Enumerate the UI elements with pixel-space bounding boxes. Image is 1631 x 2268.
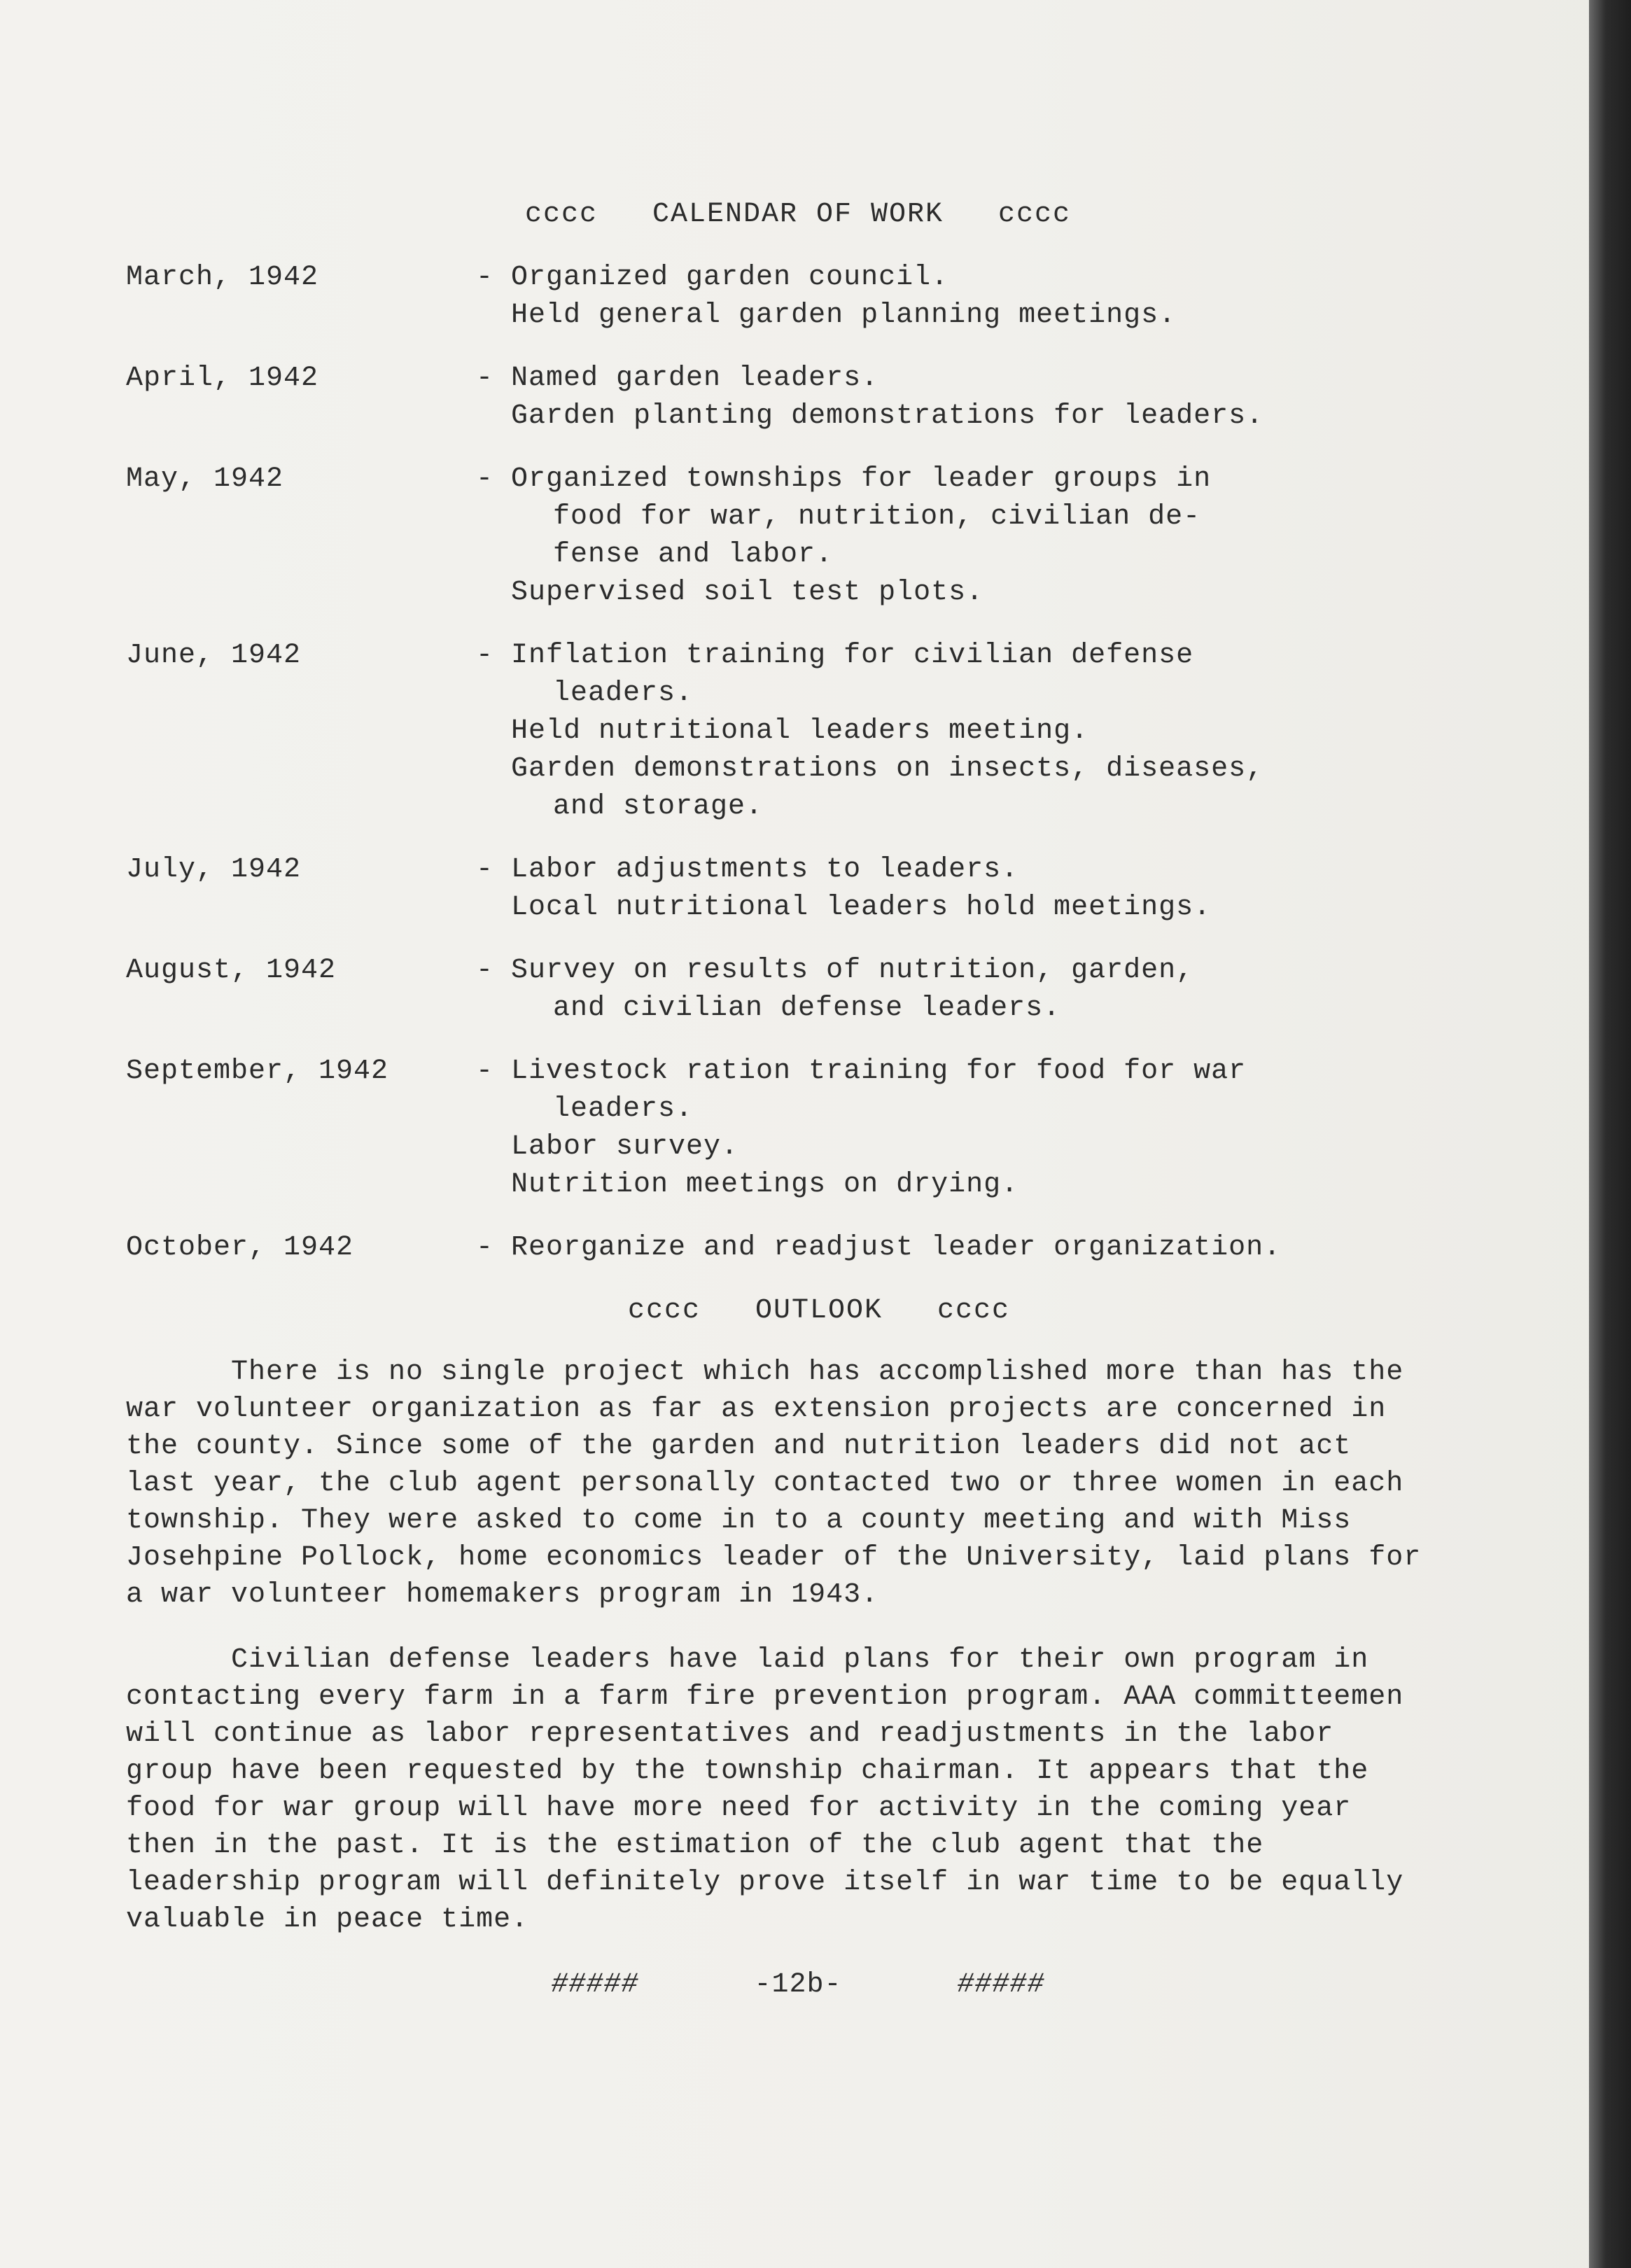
entry-item: Survey on results of nutrition, garden, — [511, 955, 1194, 986]
entry-month: March, 1942 — [126, 262, 319, 293]
outlook-paragraph: Civilian defense leaders have laid plans for their own program in contacting every farm in a farm fire prevention program. AAA committeemen will continue as labor representatives and readjustments in the labor group have been requested by the township chairman. It appears that the food for war group will have more need for activity in the coming year then in the past. It is the estimation of the club agent that the leadership program will definitely prove itself in war time to be equally valuable in peace time. — [126, 1644, 1404, 1935]
entry-item: Named garden leaders. — [511, 363, 879, 394]
document-body — [126, 196, 1428, 2004]
entry-item: Labor survey. — [511, 1131, 739, 1163]
entry-month: August, 1942 — [126, 955, 337, 986]
calendar-entry — [126, 360, 1428, 435]
entry-dash: - — [476, 463, 494, 495]
entry-item: Held nutritional leaders meeting. — [511, 715, 1089, 747]
entry-dash: - — [476, 363, 494, 394]
entry-dash: - — [476, 640, 494, 671]
entry-item: Local nutritional leaders hold meetings. — [511, 892, 1212, 923]
entry-item: leaders. — [553, 1093, 694, 1125]
calendar-entry — [126, 1053, 1428, 1204]
entry-item: and civilian defense leaders. — [553, 993, 1061, 1024]
entry-item: Garden demonstrations on insects, diseases, — [511, 753, 1264, 785]
entry-item: Garden planting demonstrations for leaders. — [511, 400, 1264, 432]
calendar-entry — [126, 851, 1428, 927]
heading-left-mark: cccc — [524, 199, 598, 230]
entry-item: Organized garden council. — [511, 262, 949, 293]
page-footer — [126, 1966, 1428, 2004]
outlook-right-mark: cccc — [937, 1295, 1011, 1326]
calendar-list — [126, 259, 1428, 1267]
footer-left-mark: ##### — [551, 1969, 639, 2001]
scan-edge — [1589, 0, 1631, 2268]
heading-right-mark: cccc — [998, 199, 1072, 230]
entry-items — [511, 952, 1428, 1028]
outlook-left-mark: cccc — [627, 1295, 701, 1326]
entry-item: Supervised soil test plots. — [511, 577, 984, 608]
outlook-paragraph: There is no single project which has accomplished more than has the war volunteer organization as far as extension projects are concerned in the county. Since some of the garden and nutrition leaders did not act last year, the club agent personally contacted two or three women in each township. They were asked to come in to a county meeting and with Miss Josehpine Pollock, home economics leader of the University, laid plans for a war volunteer homemakers program in 1943. — [126, 1357, 1422, 1611]
entry-item: fense and labor. — [553, 539, 834, 570]
entry-month: July, 1942 — [126, 854, 302, 886]
calendar-entry — [126, 1229, 1428, 1267]
entry-items — [511, 851, 1428, 927]
outlook-heading — [126, 1292, 1428, 1330]
entry-items — [511, 461, 1428, 612]
calendar-title: CALENDAR OF WORK — [652, 199, 944, 230]
calendar-entry — [126, 637, 1428, 826]
entry-month: October, 1942 — [126, 1232, 354, 1264]
entry-item: Held general garden planning meetings. — [511, 300, 1177, 331]
calendar-entry — [126, 461, 1428, 612]
entry-month: September, 1942 — [126, 1056, 389, 1087]
entry-dash: - — [476, 854, 494, 886]
page-number: -12b- — [754, 1969, 842, 2001]
entry-item: Nutrition meetings on drying. — [511, 1169, 1019, 1200]
entry-dash: - — [476, 1056, 494, 1087]
calendar-heading — [126, 196, 1428, 234]
entry-item: Reorganize and readjust leader organization. — [511, 1232, 1282, 1264]
entry-month: May, 1942 — [126, 463, 284, 495]
entry-item: and storage. — [553, 791, 764, 822]
entry-item: Inflation training for civilian defense — [511, 640, 1194, 671]
entry-item: Labor adjustments to leaders. — [511, 854, 1019, 886]
entry-dash: - — [476, 1232, 494, 1264]
entry-month: April, 1942 — [126, 363, 319, 394]
entry-items — [511, 259, 1428, 335]
entry-dash: - — [476, 262, 494, 293]
entry-item: food for war, nutrition, civilian de- — [553, 501, 1201, 533]
entry-item: Livestock ration training for food for war — [511, 1056, 1247, 1087]
footer-right-mark: ##### — [957, 1969, 1045, 2001]
entry-items — [511, 360, 1428, 435]
entry-month: June, 1942 — [126, 640, 302, 671]
outlook-title: OUTLOOK — [755, 1295, 883, 1326]
entry-dash: - — [476, 955, 494, 986]
calendar-entry — [126, 952, 1428, 1028]
entry-items — [511, 637, 1428, 826]
calendar-entry — [126, 259, 1428, 335]
entry-item: Organized townships for leader groups in — [511, 463, 1212, 495]
entry-items — [511, 1229, 1428, 1267]
entry-items — [511, 1053, 1428, 1204]
entry-item: leaders. — [553, 678, 694, 709]
